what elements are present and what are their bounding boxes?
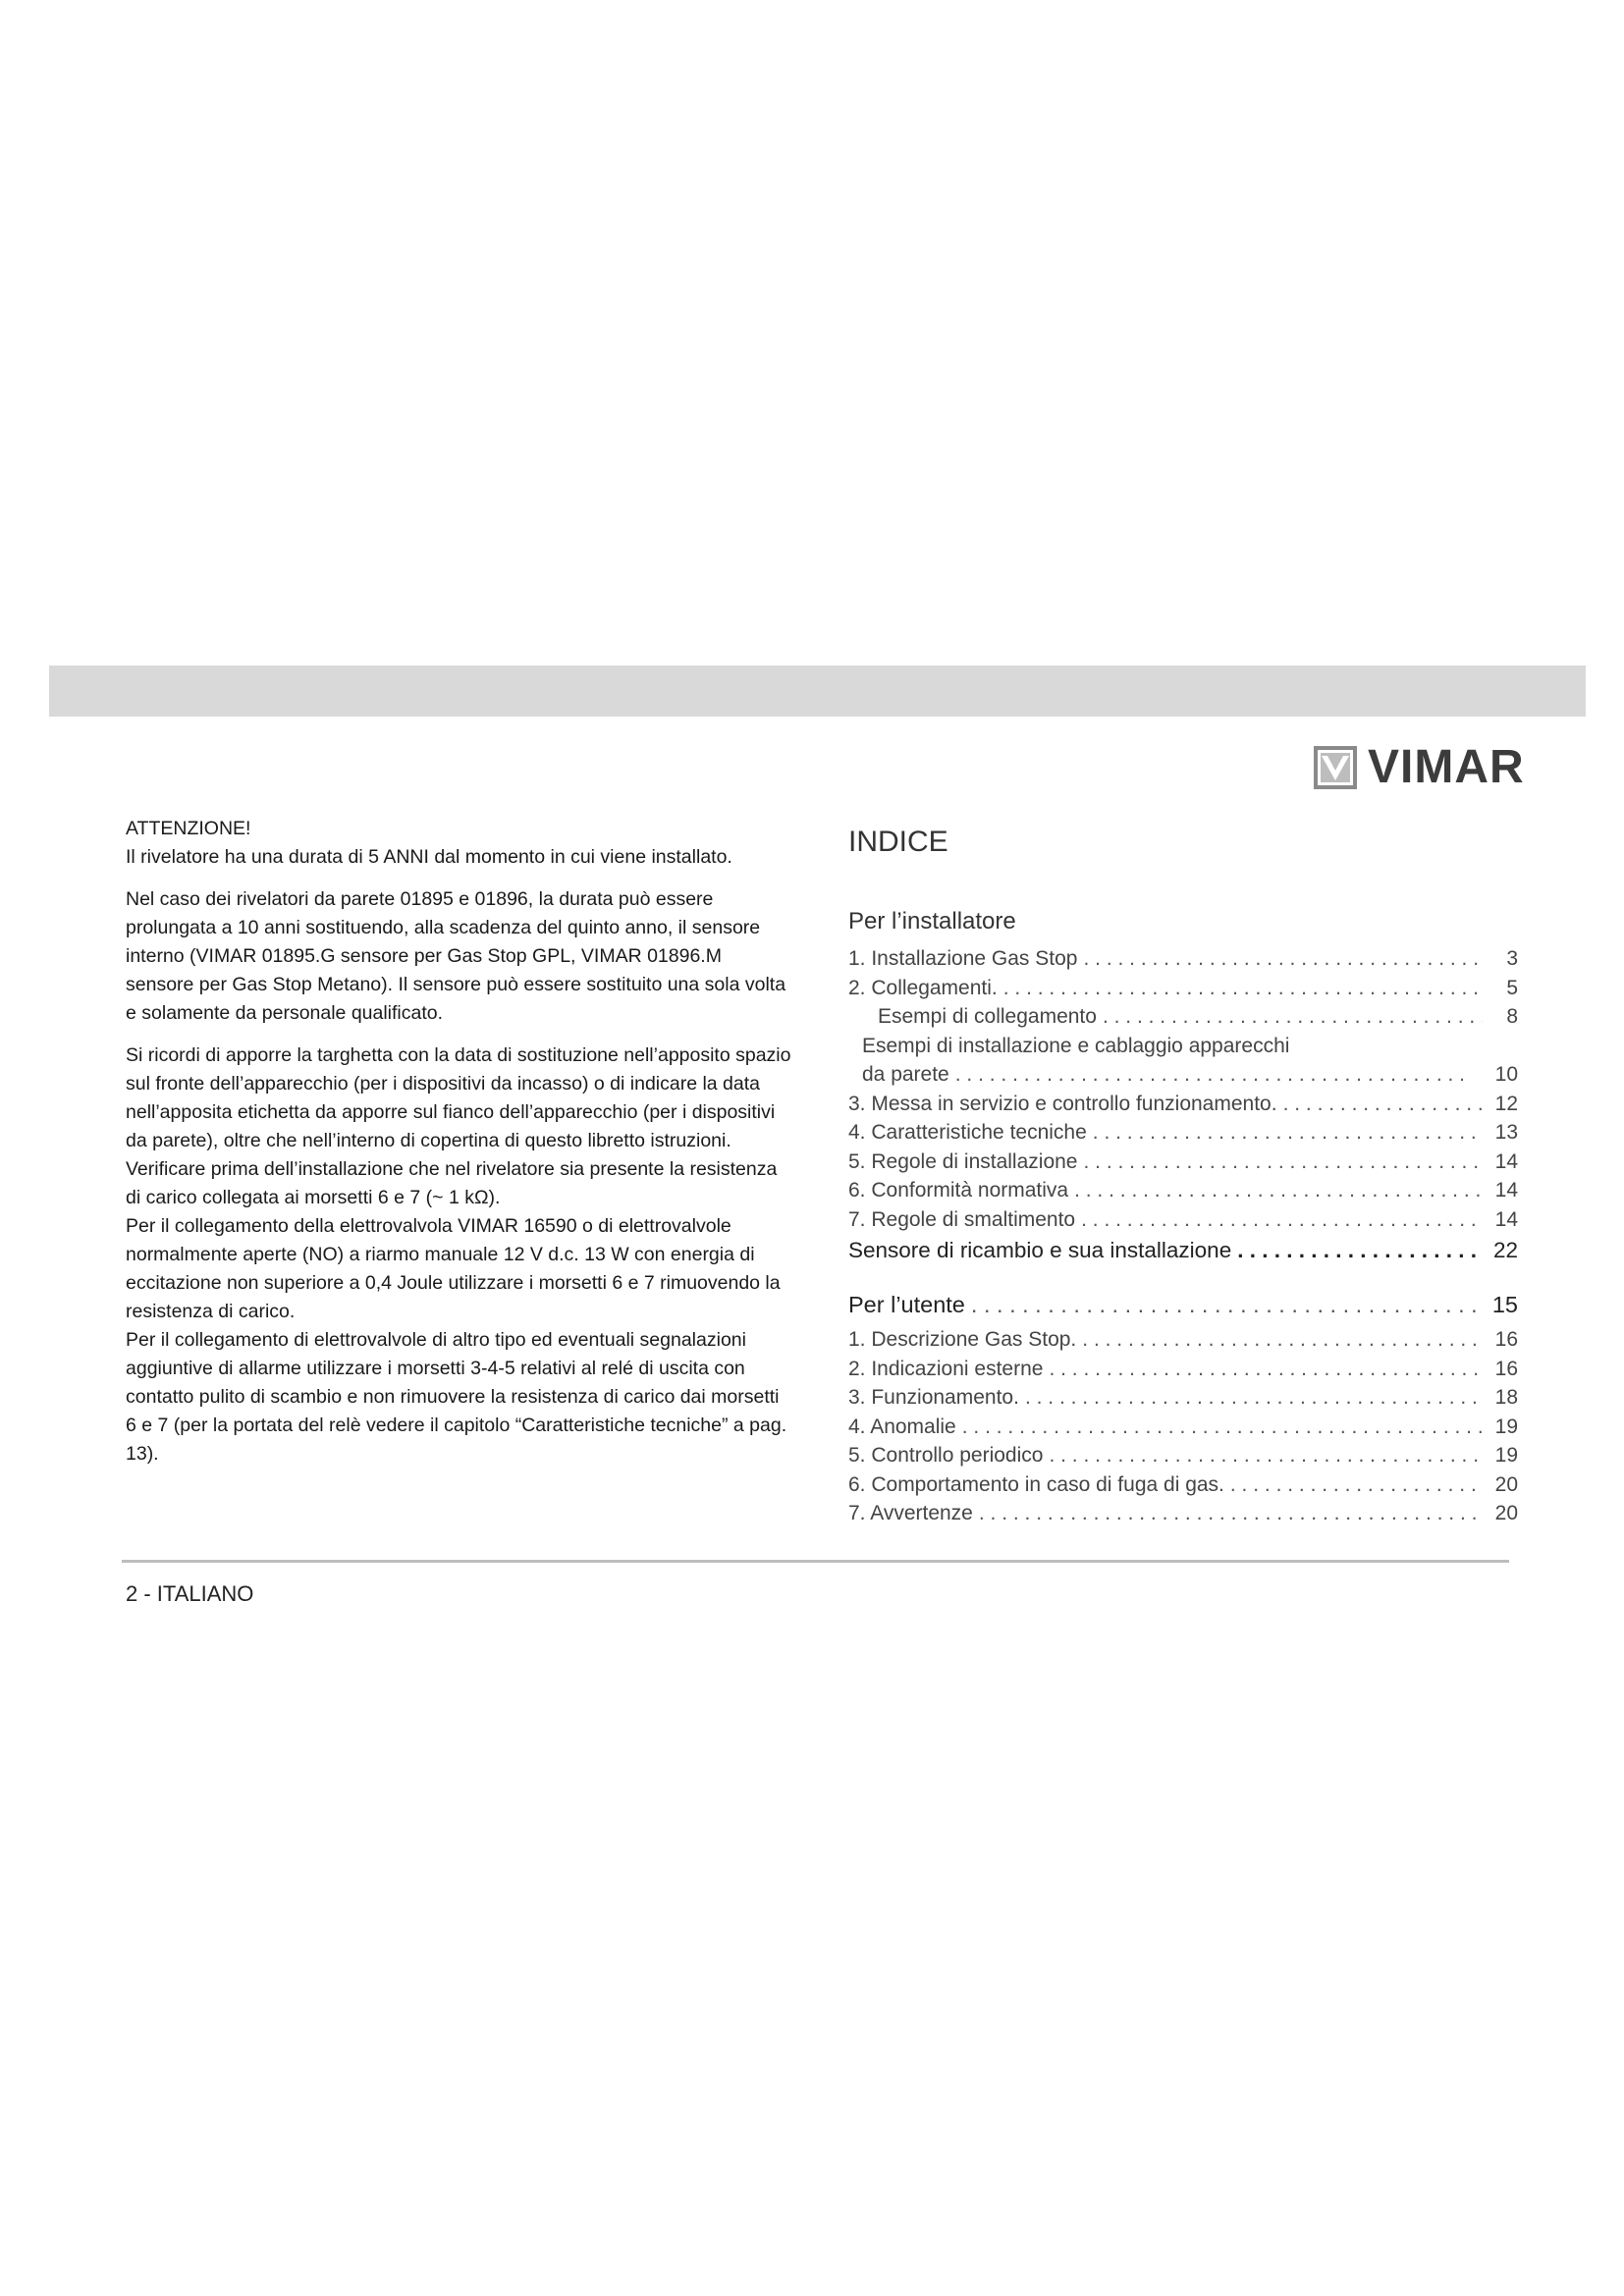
toc-item-page: 14 [1494, 1149, 1518, 1173]
toc-leader [1230, 1470, 1483, 1500]
toc-item-sensor[interactable] [848, 1236, 1518, 1265]
toc-item-label: Per l’utente [848, 1291, 965, 1317]
toc-item-page: 13 [1494, 1121, 1518, 1144]
toc-item[interactable] [848, 1355, 1518, 1384]
toc-item-page: 22 [1492, 1238, 1518, 1262]
toc-leader [1083, 1148, 1483, 1177]
toc-leader [955, 1060, 1463, 1090]
toc-leader [1049, 1441, 1483, 1470]
warning-paragraph: Verificare prima dell’installazione che nel rivelatore sia presente la resistenza di carico collegata ai morsetti 6 e 7 (~ 1 kΩ). [126, 1158, 778, 1208]
warning-lead: Il rivelatore ha una durata di 5 ANNI dal momento in cui viene installato. [126, 846, 732, 868]
toc-item-page: 19 [1494, 1444, 1518, 1467]
warning-paragraph: Nel caso dei rivelatori da parete 01895 e 01896, la durata può essere prolungata a 10 anni sostituendo, alla scadenza del quinto anno, il sensore interno (VIMAR 01895.G sensore per Gas Stop GPL, VIMAR 01896.M sensore per Gas Stop Metano). Il sensore può essere sostituito una sola volta e solamente da personale qualificato. [126, 888, 786, 1024]
toc-item[interactable] [848, 1470, 1518, 1500]
toc-item[interactable] [848, 1032, 1518, 1061]
installer-section-title: Per l’installatore [848, 908, 1016, 934]
toc-item[interactable] [848, 1205, 1518, 1235]
toc-item-page: 15 [1491, 1291, 1518, 1317]
toc-leader [962, 1413, 1483, 1442]
warning-section [126, 815, 793, 1468]
toc-item-page: 14 [1494, 1179, 1518, 1201]
toc-item[interactable] [848, 1002, 1518, 1032]
toc-item-label: 2. Indicazioni esterne [848, 1357, 1044, 1380]
toc-leader [1103, 1002, 1483, 1032]
toc-item-label: 4. Anomalie [848, 1415, 956, 1438]
toc-item[interactable] [848, 1441, 1518, 1470]
user-section-title[interactable] [848, 1291, 1518, 1320]
toc-item-page: 8 [1506, 1005, 1518, 1028]
toc-item-page: 3 [1506, 947, 1518, 970]
toc-leader [1083, 944, 1483, 974]
toc-item-page: 18 [1494, 1386, 1518, 1409]
index-title: INDICE [848, 826, 948, 858]
warning-paragraph: Si ricordi di apporre la targhetta con la data di sostituzione nell’apposito spazio sul fronte dell’apparecchio (per i dispositivi da incasso) o di indicare la data nell’apposita etichetta da apporre sul fianco dell’apparecchio (per i dispositivi da parete), oltre che nell’interno di copertina di questo libretto istruzioni. [126, 1044, 791, 1151]
toc-item[interactable] [848, 1090, 1518, 1119]
toc-item-label: 3. Messa in servizio e controllo funzionamento. [848, 1092, 1277, 1115]
warning-title: ATTENZIONE! [126, 818, 251, 839]
toc-item[interactable] [848, 1499, 1518, 1528]
toc-leader [979, 1499, 1483, 1528]
toc-item-page: 14 [1494, 1207, 1518, 1231]
toc-item-page: 10 [1494, 1063, 1518, 1086]
toc-item-label: 4. Caratteristiche tecniche [848, 1121, 1087, 1144]
toc-item-page: 20 [1494, 1472, 1518, 1496]
toc-item[interactable] [848, 1383, 1518, 1413]
toc-leader [1003, 974, 1483, 1003]
toc-leader [971, 1291, 1483, 1320]
warning-paragraph: Per il collegamento di elettrovalvole di altro tipo ed eventuali segnalazioni aggiuntive di allarme utilizzare i morsetti 3-4-5 relativi al relé di uscita con contatto pulito di scambio e non rimuovere la resistenza di carico dai morsetti 6 e 7 (per la portata del relè vedere il capitolo “Caratteristiche tecniche” a pag. 13). [126, 1329, 787, 1465]
toc-item-page: 12 [1494, 1092, 1518, 1115]
toc-leader [1074, 1176, 1483, 1205]
toc-item-label: 7. Regole di smaltimento [848, 1207, 1076, 1231]
toc-item-label: 6. Comportamento in caso di fuga di gas. [848, 1472, 1224, 1496]
toc-item-page: 16 [1494, 1357, 1518, 1380]
index-section [848, 815, 1518, 1528]
toc-item-label: 6. Conformità normativa [848, 1179, 1069, 1201]
toc-item-label: Esempi di collegamento [878, 1005, 1097, 1028]
header-band [49, 666, 1586, 717]
toc-item[interactable] [848, 974, 1518, 1003]
toc-item-page: 5 [1506, 976, 1518, 999]
toc-item-page: 16 [1494, 1328, 1518, 1351]
toc-item[interactable] [848, 1148, 1518, 1177]
toc-item-label: 3. Funzionamento. [848, 1386, 1019, 1409]
toc-leader [1025, 1383, 1483, 1413]
toc-leader [1237, 1236, 1483, 1265]
toc-item-label: Esempi di installazione e cablaggio apparecchi [862, 1034, 1290, 1057]
toc-item-label: Sensore di ricambio e sua installazione [848, 1238, 1232, 1262]
toc-item-label: 5. Regole di installazione [848, 1149, 1078, 1173]
toc-item-label: 7. Avvertenze [848, 1502, 973, 1524]
toc-item-label: 5. Controllo periodico [848, 1444, 1044, 1467]
vimar-logo-icon [1313, 745, 1358, 790]
toc-item[interactable] [848, 1060, 1518, 1090]
toc-item[interactable] [848, 1325, 1518, 1355]
warning-paragraph: Per il collegamento della elettrovalvola VIMAR 16590 o di elettrovalvole normalmente aperte (NO) a riarmo manuale 12 V d.c. 13 W con energia di eccitazione non superiore a 0,4 Joule utilizzare i morsetti 6 e 7 rimuovendo la resistenza di carico. [126, 1215, 781, 1322]
toc-leader [1283, 1090, 1483, 1119]
toc-item-label: 1. Installazione Gas Stop [848, 947, 1078, 970]
toc-item[interactable] [848, 1413, 1518, 1442]
footer-divider [122, 1560, 1509, 1563]
toc-leader [1049, 1355, 1483, 1384]
toc-item-label: 2. Collegamenti. [848, 976, 998, 999]
toc-leader [1082, 1325, 1483, 1355]
toc-item-page: 20 [1494, 1502, 1518, 1524]
toc-leader [1093, 1118, 1483, 1148]
brand-logo [1313, 743, 1525, 792]
toc-item[interactable] [848, 944, 1518, 974]
toc-item-label: 1. Descrizione Gas Stop. [848, 1328, 1077, 1351]
toc-leader [1081, 1205, 1483, 1235]
page-footer: 2 - ITALIANO [126, 1581, 254, 1606]
toc-item[interactable] [848, 1176, 1518, 1205]
toc-item-label: da parete [862, 1063, 949, 1086]
toc-item[interactable] [848, 1118, 1518, 1148]
brand-name: VIMAR [1368, 741, 1525, 793]
toc-item-page: 19 [1494, 1415, 1518, 1438]
